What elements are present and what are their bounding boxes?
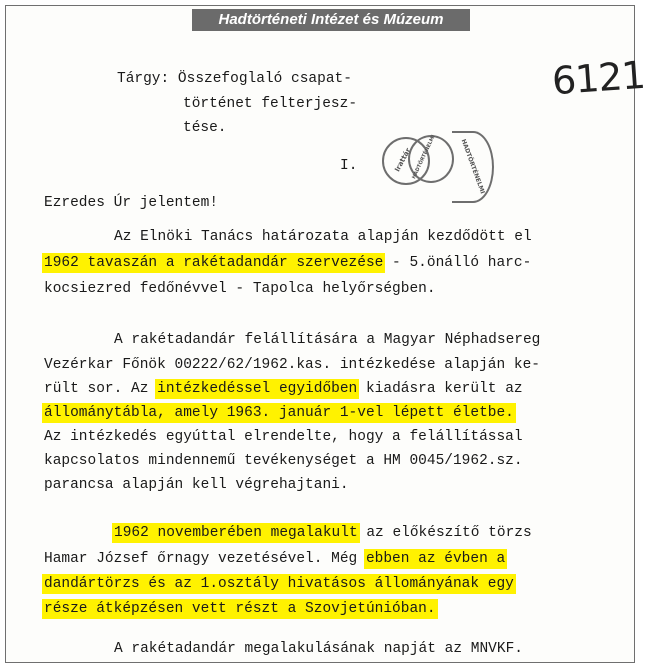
highlighted-text: ebben az évben a xyxy=(365,551,506,567)
text-line: parancsa alapján kell végrehajtani. xyxy=(44,477,349,493)
text-line: Vezérkar Főnök 00222/62/1962.kas. intézkedése alapján ke- xyxy=(44,357,540,373)
text-line: Az intézkedés egyúttal elrendelte, hogy a felállítással xyxy=(44,429,523,445)
text-line: 1962 novemberében megalakult az előkészítő törzs xyxy=(114,525,532,541)
highlighted-text: állománytábla, amely 1963. január 1-vel lépett életbe. xyxy=(44,405,514,421)
highlighted-text: dandártörzs és az 1.osztály hivatásos állományának egy xyxy=(44,576,514,592)
archive-banner: Hadtörténeti Intézet és Múzeum xyxy=(192,9,470,31)
text-line: 1962 tavaszán a rakétadandár szervezése - 5.önálló harc- xyxy=(44,255,532,271)
handwritten-document-number: 6121 xyxy=(550,52,646,104)
subject-line-1: Tárgy: Összefoglaló csapat- xyxy=(117,71,352,87)
greeting: Ezredes Úr jelentem! xyxy=(44,195,219,211)
text-line xyxy=(44,404,514,422)
section-number: I. xyxy=(340,158,358,174)
highlighted-text: intézkedéssel egyidőben xyxy=(157,381,358,397)
subject-line-3: tése. xyxy=(183,120,227,136)
document-frame xyxy=(5,5,646,663)
text-line: A rakétadandár megalakulásának napját az MNVKF. xyxy=(114,641,523,657)
highlighted-text: 1962 novemberében megalakult xyxy=(114,525,358,541)
text-line: rült sor. Az intézkedéssel egyidőben kiadásra került az xyxy=(44,381,523,397)
text-line: A rakétadandár felállítására a Magyar Néphadsereg xyxy=(114,332,541,348)
archive-stamp-right xyxy=(452,131,494,203)
stamp-center-text: HADTÖRTÉNELMI xyxy=(411,134,437,180)
text-line xyxy=(44,575,514,593)
subject-line-2: történet felterjesz- xyxy=(183,96,358,112)
stamp-left-text: Irattár xyxy=(393,146,413,174)
text-line: kapcsolatos mindennemű tevékenységet a HM 0045/1962.sz. xyxy=(44,453,523,469)
text-line: Hamar József őrnagy vezetésével. Még ebben az évben a xyxy=(44,551,506,567)
text-line xyxy=(44,600,436,618)
text-line: Az Elnöki Tanács határozata alapján kezdődött el xyxy=(114,229,532,245)
archive-stamp-center xyxy=(408,135,454,183)
stamp-right-text: HADTÖRTÉNELMI xyxy=(459,138,486,195)
text-line: kocsiezred fedőnévvel - Tapolca helyőrségben. xyxy=(44,281,436,297)
highlighted-text: 1962 tavaszán a rakétadandár szervezése xyxy=(44,255,384,271)
highlighted-text: része átképzésen vett részt a Szovjetúnióban. xyxy=(44,601,436,617)
